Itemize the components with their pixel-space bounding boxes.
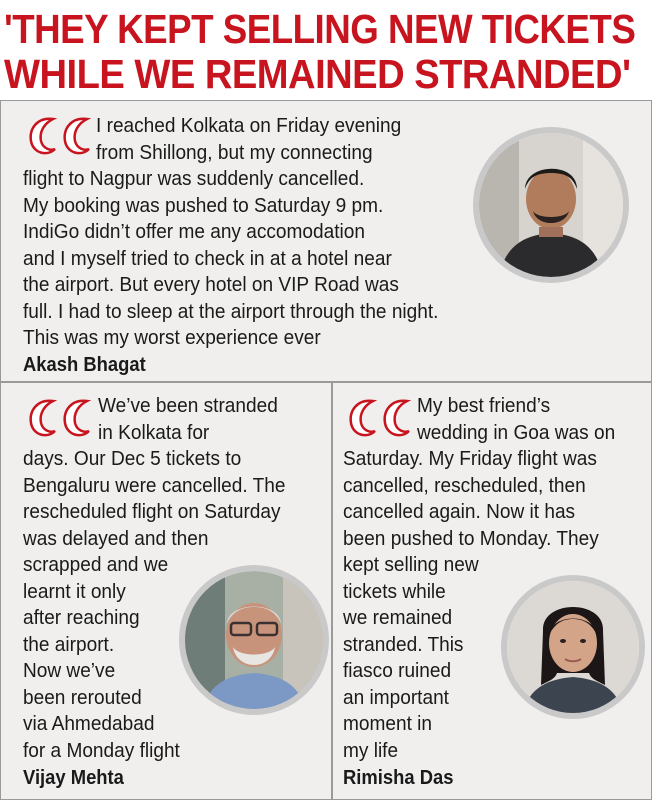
text-line: kept selling new bbox=[343, 553, 479, 576]
text-line: we remained bbox=[343, 606, 453, 629]
text-line: scrapped and we bbox=[23, 553, 169, 576]
text-line: days. Our Dec 5 tickets to bbox=[23, 447, 242, 470]
text-line: My booking was pushed to Saturday 9 pm. bbox=[23, 193, 384, 217]
text-line: IndiGo didn’t offer me any accomodation bbox=[23, 220, 365, 243]
text-line: and I myself tried to check in at a hotel near bbox=[23, 246, 392, 270]
text-line: fiasco ruined bbox=[343, 659, 452, 682]
testimonial-rimisha-das bbox=[332, 382, 652, 800]
text-line: wedding in Goa was on bbox=[417, 420, 616, 444]
text-line: was delayed and then bbox=[23, 526, 209, 550]
text-line: been rerouted bbox=[23, 685, 142, 709]
text-line: in Kolkata for bbox=[98, 420, 210, 444]
text-line: Now we’ve bbox=[23, 659, 116, 682]
text-line: flight to Nagpur was suddenly cancelled. bbox=[23, 167, 365, 190]
text-line: from Shillong, but my connecting bbox=[96, 140, 373, 164]
text-line: my life bbox=[343, 738, 399, 762]
text-line: I reached Kolkata on Friday evening bbox=[96, 114, 402, 137]
text-line: for a Monday flight bbox=[23, 738, 180, 762]
person-name: Akash Bhagat bbox=[23, 354, 146, 376]
person-name: Rimisha Das bbox=[343, 767, 454, 789]
headline-line-2: WHILE WE REMAINED STRANDED' bbox=[4, 51, 631, 97]
text-line: This was my worst experience ever bbox=[23, 326, 321, 349]
text-line: We’ve been stranded bbox=[98, 394, 278, 417]
testimonial-akash-bhagat bbox=[0, 100, 652, 382]
text-line: moment in bbox=[343, 712, 433, 735]
person-photo bbox=[501, 575, 645, 719]
headline-line-1: 'THEY KEPT SELLING NEW TICKETS bbox=[4, 6, 636, 52]
text-line: Saturday. My Friday flight was bbox=[343, 447, 597, 470]
text-line: stranded. This bbox=[343, 632, 464, 656]
text-line: full. I had to sleep at the airport through the night. bbox=[23, 299, 439, 323]
testimonial-vijay-mehta bbox=[0, 382, 332, 800]
text-line: My best friend’s bbox=[417, 394, 551, 417]
person-photo bbox=[179, 565, 329, 715]
person-photo bbox=[473, 127, 629, 283]
person-name: Vijay Mehta bbox=[23, 767, 124, 789]
text-line: via Ahmedabad bbox=[23, 712, 155, 735]
text-line: tickets while bbox=[343, 579, 446, 603]
text-line: rescheduled flight on Saturday bbox=[23, 500, 281, 523]
testimonial-text bbox=[23, 113, 543, 352]
text-line: the airport. bbox=[23, 632, 115, 656]
text-line: the airport. But every hotel on VIP Road was bbox=[23, 273, 399, 296]
text-line: cancelled, rescheduled, then bbox=[343, 473, 586, 497]
text-line: learnt it only bbox=[23, 579, 126, 603]
text-line: an important bbox=[343, 685, 449, 709]
text-line: been pushed to Monday. They bbox=[343, 526, 599, 550]
text-line: cancelled again. Now it has bbox=[343, 500, 576, 523]
text-line: after reaching bbox=[23, 606, 140, 629]
text-line: Bengaluru were cancelled. The bbox=[23, 473, 286, 497]
headline bbox=[0, 0, 652, 98]
